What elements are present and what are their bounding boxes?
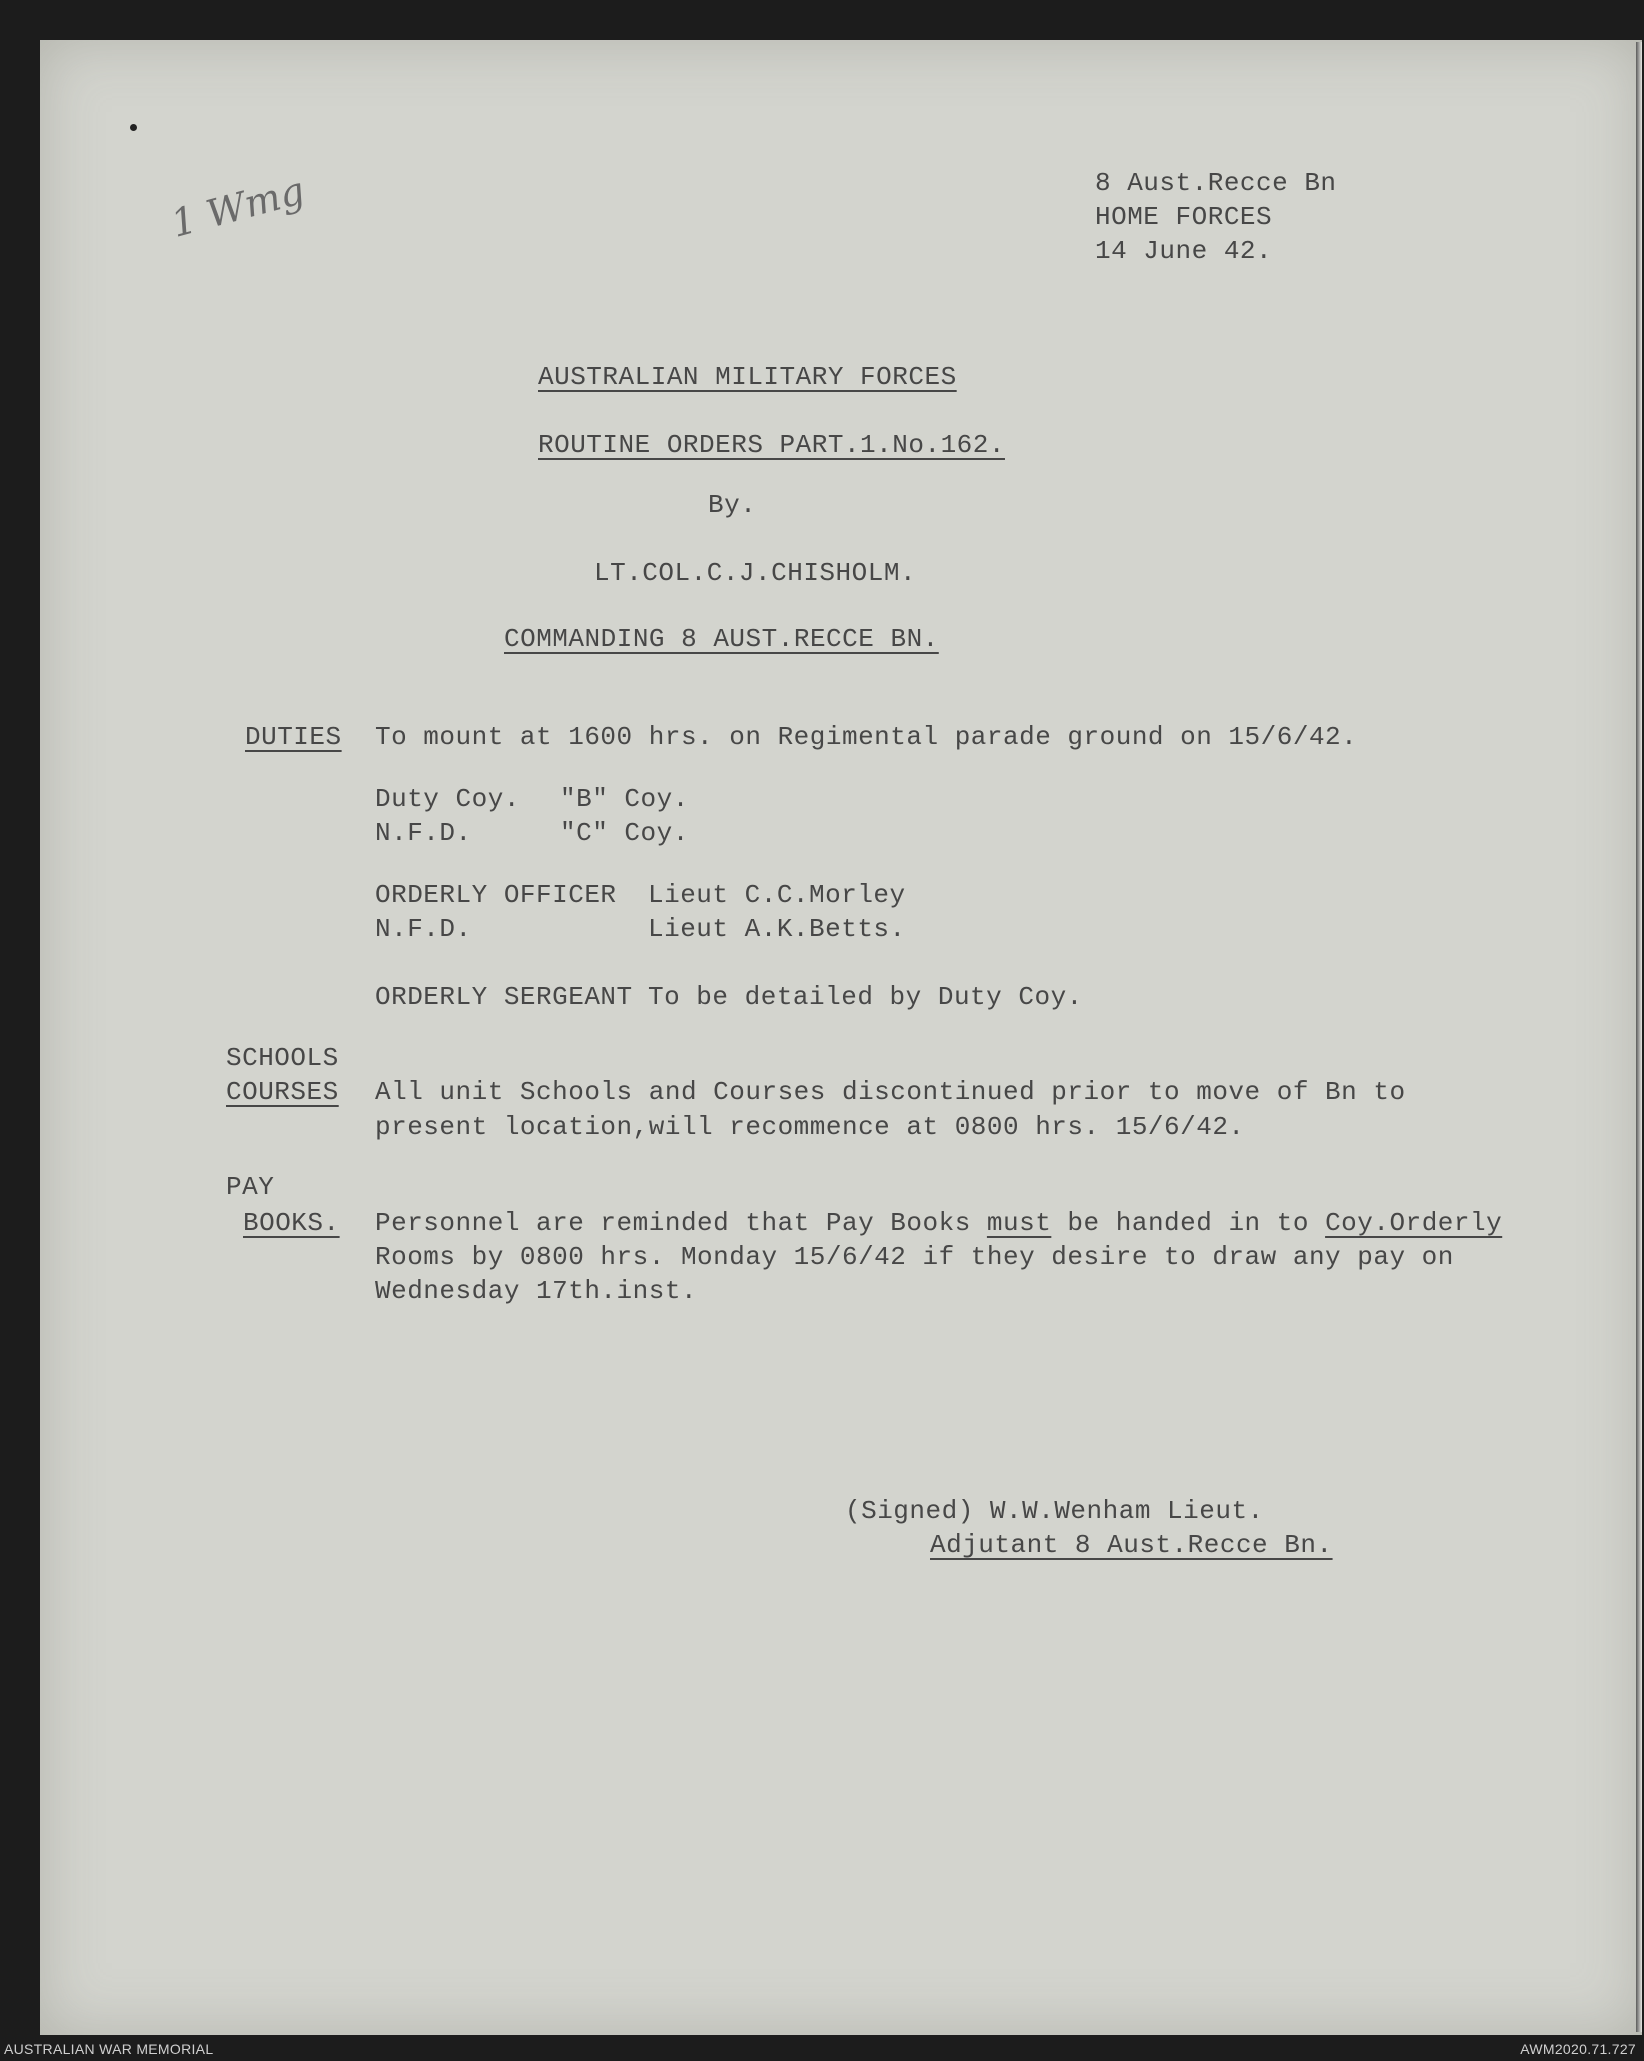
pay-line-2: Rooms by 0800 hrs. Monday 15/6/42 if they desire to draw any pay on — [375, 1242, 1454, 1272]
header-force: HOME FORCES — [1095, 202, 1273, 232]
orderly-sergeant-label: ORDERLY SERGEANT — [375, 982, 633, 1012]
pay-line-1-a: Personnel are reminded that Pay Books — [375, 1208, 987, 1238]
nfd-value-2: Lieut A.K.Betts. — [648, 914, 906, 944]
duty-coy-value: "B" Coy. — [560, 784, 689, 814]
books-heading: BOOKS. — [243, 1208, 340, 1238]
orderly-sergeant-value: To be detailed by Duty Coy. — [648, 982, 1083, 1012]
title-line-3: By. — [708, 490, 757, 520]
footer-left: AUSTRALIAN WAR MEMORIAL — [4, 2041, 214, 2057]
nfd-value-1: "C" Coy. — [560, 818, 689, 848]
pay-line-1 — [375, 1208, 1502, 1238]
handwritten-annotation: 1 Wmg — [166, 168, 310, 246]
schools-line-1: All unit Schools and Courses discontinued prior to move of Bn to — [375, 1077, 1406, 1107]
title-line-5: COMMANDING 8 AUST.RECCE BN. — [504, 624, 939, 654]
duty-coy-label: Duty Coy. — [375, 784, 520, 814]
pay-line-3: Wednesday 17th.inst. — [375, 1276, 698, 1306]
pay-line-1-coy-orderly: Coy.Orderly — [1325, 1208, 1503, 1238]
sheet-edge — [1636, 42, 1642, 2032]
title-line-2: ROUTINE ORDERS PART.1.No.162. — [538, 430, 1005, 460]
schools-heading: SCHOOLS — [226, 1043, 339, 1073]
pay-heading: PAY — [226, 1172, 275, 1202]
footer-right: AWM2020.71.727 — [1520, 2041, 1636, 2057]
header-unit: 8 Aust.Recce Bn — [1095, 168, 1337, 198]
title-line-1: AUSTRALIAN MILITARY FORCES — [538, 362, 957, 392]
duties-text: To mount at 1600 hrs. on Regimental parade ground on 15/6/42. — [375, 722, 1358, 752]
signature-line-2: Adjutant 8 Aust.Recce Bn. — [930, 1530, 1333, 1560]
orderly-officer-value: Lieut C.C.Morley — [648, 880, 906, 910]
pay-line-1-must: must — [986, 1208, 1052, 1238]
pay-line-1-c: be handed in to — [1051, 1208, 1326, 1238]
header-date: 14 June 42. — [1095, 236, 1273, 266]
nfd-label-2: N.F.D. — [375, 914, 472, 944]
document-sheet — [40, 40, 1642, 2035]
orderly-officer-label: ORDERLY OFFICER — [375, 880, 617, 910]
nfd-label-1: N.F.D. — [375, 818, 472, 848]
schools-line-2: present location,will recommence at 0800 hrs. 15/6/42. — [375, 1112, 1245, 1142]
duties-heading: DUTIES — [245, 722, 342, 752]
signature-line-1: (Signed) W.W.Wenham Lieut. — [845, 1496, 1264, 1526]
punch-mark — [130, 124, 137, 131]
title-line-4: LT.COL.C.J.CHISHOLM. — [594, 558, 917, 588]
courses-heading: COURSES — [226, 1077, 339, 1107]
